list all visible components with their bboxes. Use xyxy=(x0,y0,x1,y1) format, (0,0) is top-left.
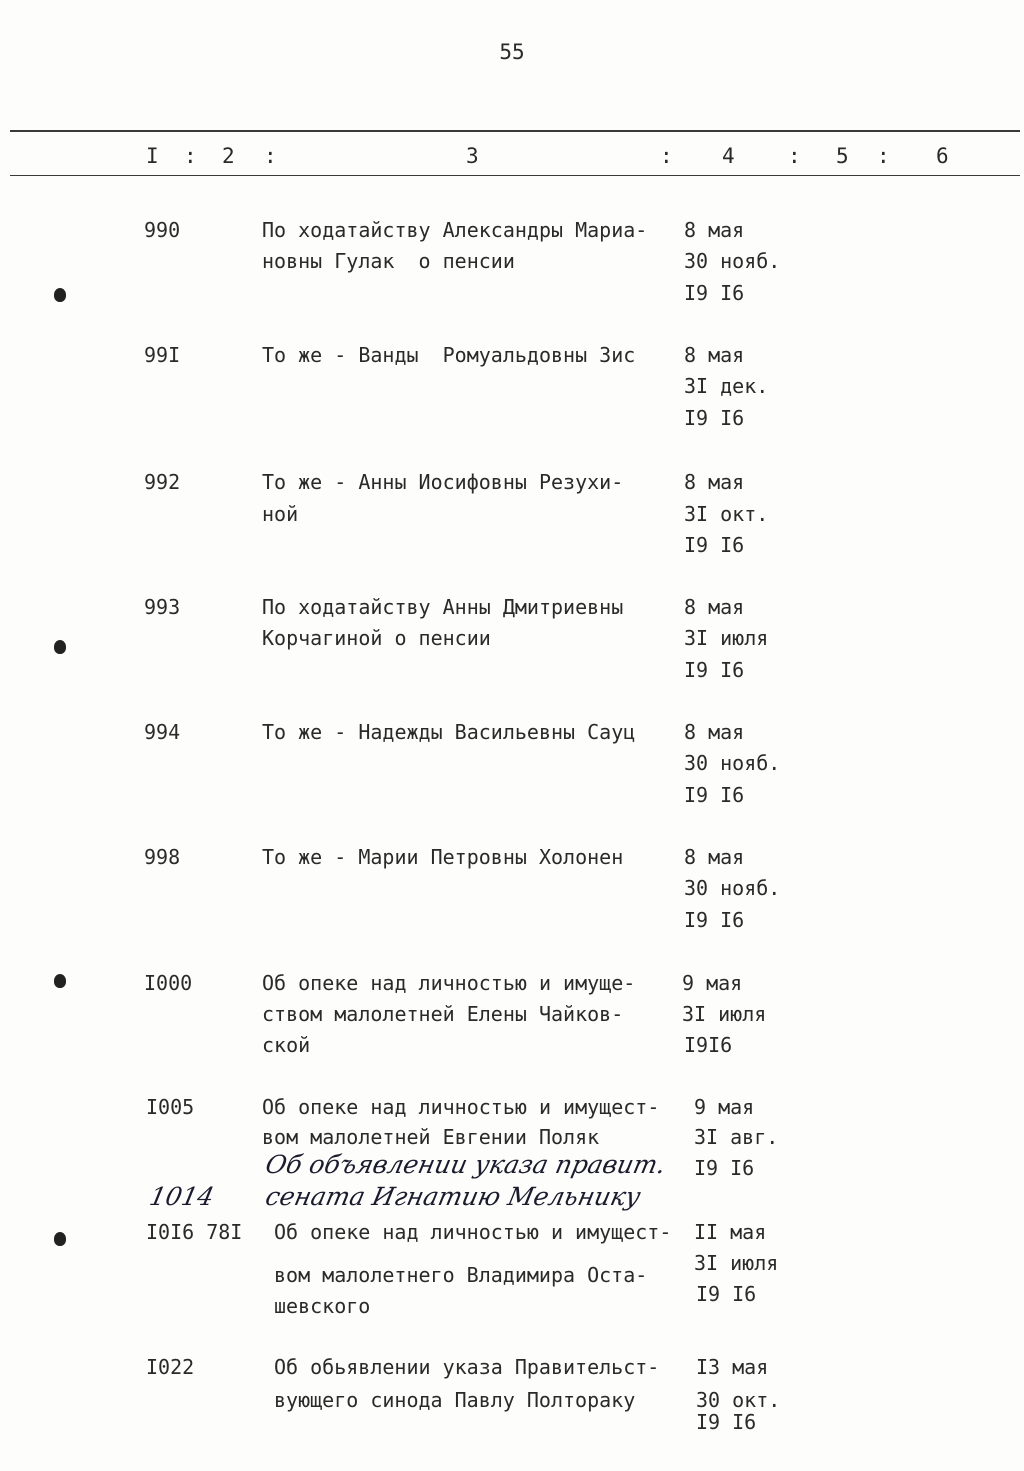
start-date: 9 мая xyxy=(694,1095,755,1119)
item-title-line: вующего синода Павлу Полтораку xyxy=(274,1388,636,1412)
column-header-4: 4 xyxy=(722,144,735,168)
start-date: 8 мая xyxy=(684,218,745,242)
item-title-line: вом малолетней Евгении Поляк xyxy=(262,1125,600,1149)
column-separator: : xyxy=(184,144,197,168)
column-separator: : xyxy=(264,144,277,168)
end-date: 3I июля xyxy=(684,626,769,650)
item-number: 992 xyxy=(144,470,181,494)
end-date: 30 нояб. xyxy=(684,249,781,273)
item-number: I022 xyxy=(146,1355,195,1379)
year: I9 I6 xyxy=(684,533,745,557)
year: I9 I6 xyxy=(684,658,745,682)
start-date: 8 мая xyxy=(684,845,745,869)
item-title-line: То же - Надежды Васильевны Сауц xyxy=(262,720,636,744)
end-date: 3I дек. xyxy=(684,374,769,398)
start-date: 8 мая xyxy=(684,343,745,367)
punch-hole xyxy=(54,1232,66,1246)
column-header-5: 5 xyxy=(836,144,849,168)
column-separator: : xyxy=(788,144,801,168)
item-number: 994 xyxy=(144,720,181,744)
start-date: 8 мая xyxy=(684,470,745,494)
item-title-line: Об обьявлении указа Правительст- xyxy=(274,1355,660,1379)
item-number: 998 xyxy=(144,845,181,869)
end-date: 30 нояб. xyxy=(684,876,781,900)
year: I9 I6 xyxy=(694,1156,755,1180)
item-title-line: ской xyxy=(262,1033,311,1057)
column-header-3: 3 xyxy=(466,144,479,168)
item-title-line: шевского xyxy=(274,1294,371,1318)
item-title-line: ством малолетней Елены Чайков- xyxy=(262,1002,624,1026)
item-number: I005 xyxy=(146,1095,195,1119)
item-title-line: вом малолетнего Владимира Оста- xyxy=(274,1263,648,1287)
start-date: 8 мая xyxy=(684,595,745,619)
page-number: 55 xyxy=(499,40,525,64)
item-number: I000 xyxy=(144,971,193,995)
item-number: 993 xyxy=(144,595,181,619)
punch-hole xyxy=(54,288,66,302)
end-date: 3I окт. xyxy=(684,502,769,526)
handwritten-title-line: сената Игнатию Мельнику xyxy=(262,1182,644,1211)
year: I9 I6 xyxy=(696,1410,757,1434)
punch-hole xyxy=(54,640,66,654)
item-title-line: То же - Марии Петровны Холонен xyxy=(262,845,624,869)
year: I9 I6 xyxy=(684,406,745,430)
start-date: 8 мая xyxy=(684,720,745,744)
column-separator: : xyxy=(660,144,673,168)
column-header-1: I xyxy=(146,144,159,168)
end-date: 3I июля xyxy=(682,1002,767,1026)
column-header-6: 6 xyxy=(936,144,949,168)
item-title-line: Об опеке над личностью и имуще- xyxy=(262,971,636,995)
punch-hole xyxy=(54,974,66,988)
item-title-line: Об опеке над личностью и имущест- xyxy=(274,1220,672,1244)
item-title-line: Корчагиной о пенсии xyxy=(262,626,491,650)
end-date: 30 окт. xyxy=(696,1388,781,1412)
year: I9 I6 xyxy=(684,908,745,932)
end-date: 30 нояб. xyxy=(684,751,781,775)
item-title-line: То же - Ванды Ромуальдовны Зис xyxy=(262,343,636,367)
header-rule-bottom xyxy=(10,175,1020,176)
end-date: 3I авг. xyxy=(694,1125,779,1149)
start-date: I3 мая xyxy=(696,1355,769,1379)
year: I9 I6 xyxy=(696,1282,757,1306)
handwritten-title-line: Об объявлении указа правит. xyxy=(262,1150,669,1179)
item-title-line: новны Гулак о пенсии xyxy=(262,249,515,273)
year: I9I6 xyxy=(684,1033,733,1057)
header-rule-top xyxy=(10,130,1020,132)
item-number: I0I6 78I xyxy=(146,1220,243,1244)
item-number: 990 xyxy=(144,218,181,242)
item-title-line: Об опеке над личностью и имущест- xyxy=(262,1095,660,1119)
column-header-2: 2 xyxy=(222,144,235,168)
year: I9 I6 xyxy=(684,783,745,807)
item-title-line: То же - Анны Иосифовны Резухи- xyxy=(262,470,624,494)
start-date: II мая xyxy=(694,1220,767,1244)
start-date: 9 мая xyxy=(682,971,743,995)
column-separator: : xyxy=(877,144,890,168)
end-date: 3I июля xyxy=(694,1251,779,1275)
item-title-line: По ходатайству Александры Мариа- xyxy=(262,218,648,242)
item-title-line: ной xyxy=(262,502,299,526)
handwritten-item-number: 1014 xyxy=(146,1182,217,1211)
year: I9 I6 xyxy=(684,281,745,305)
item-number: 99I xyxy=(144,343,181,367)
item-title-line: По ходатайству Анны Дмитриевны xyxy=(262,595,624,619)
